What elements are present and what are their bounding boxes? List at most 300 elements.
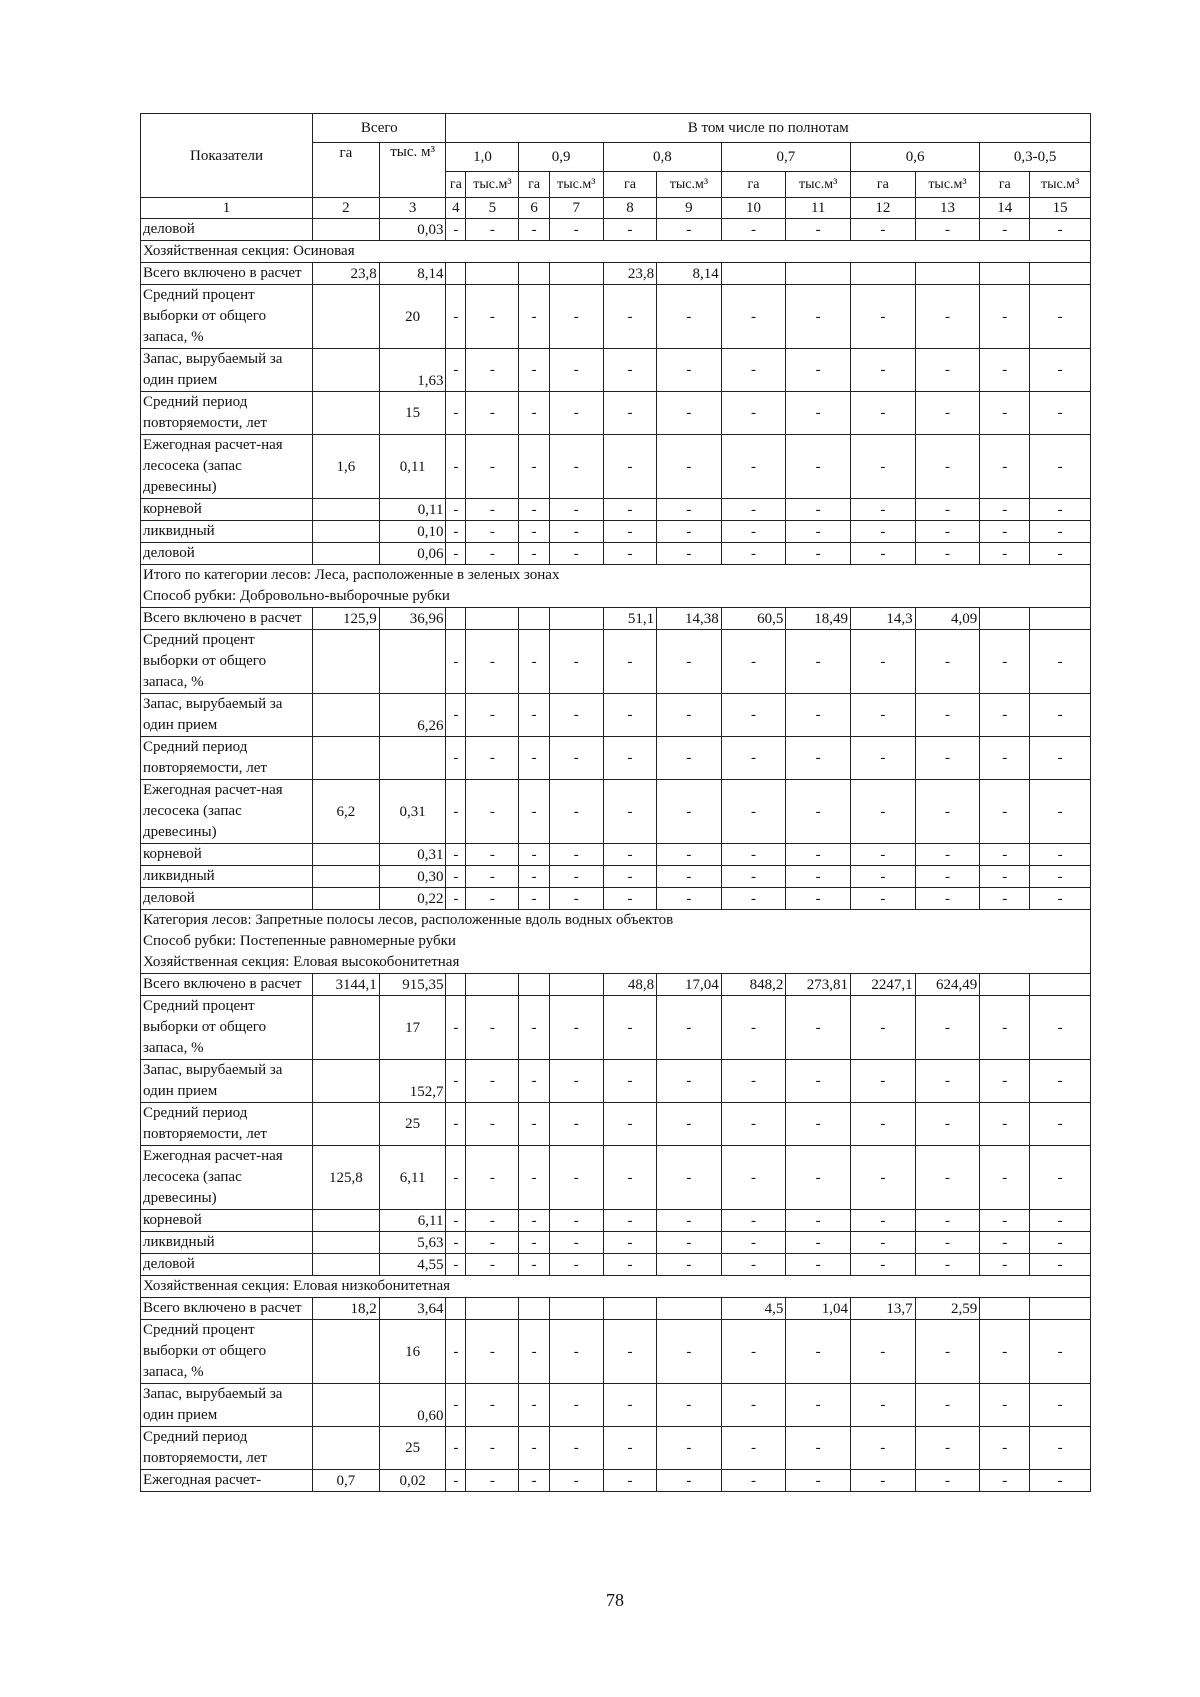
cell-total-m3: 0,60 xyxy=(379,1384,446,1427)
cell-value: - xyxy=(786,1103,851,1146)
cell-value: - xyxy=(721,543,786,565)
cell-value: - xyxy=(519,1320,549,1384)
cell-value: - xyxy=(466,1427,519,1470)
table-row xyxy=(141,1103,1091,1146)
table-row xyxy=(141,844,1091,866)
cell-value: - xyxy=(549,630,603,694)
cell-value xyxy=(980,608,1030,630)
cell-value: - xyxy=(851,844,916,866)
cell-value: - xyxy=(519,349,549,392)
cell-value: - xyxy=(721,996,786,1060)
cell-value: - xyxy=(915,844,980,866)
cell-total-ha xyxy=(313,392,380,435)
cell-total-m3: 0,31 xyxy=(379,780,446,844)
cell-value: - xyxy=(657,780,722,844)
cell-value: - xyxy=(446,694,466,737)
header-unit-m3: тыс.м³ xyxy=(549,172,603,198)
cell-value: 17,04 xyxy=(657,974,722,996)
forest-harvest-table xyxy=(140,113,1091,1492)
cell-total-ha xyxy=(313,1384,380,1427)
cell-total-m3: 0,11 xyxy=(379,499,446,521)
header-unit-ha: га xyxy=(721,172,786,198)
cell-value xyxy=(466,974,519,996)
cell-value: - xyxy=(786,866,851,888)
cell-value: - xyxy=(519,866,549,888)
cell-value: - xyxy=(446,1470,466,1492)
cell-value: - xyxy=(786,435,851,499)
row-label: Ежегодная расчет-ная лесосека (запас древесины) xyxy=(141,780,313,844)
cell-value: - xyxy=(657,694,722,737)
cell-value: - xyxy=(721,630,786,694)
cell-value: - xyxy=(466,780,519,844)
cell-value: - xyxy=(519,1103,549,1146)
cell-value: - xyxy=(851,1210,916,1232)
cell-value: - xyxy=(657,285,722,349)
cell-value: - xyxy=(1030,694,1091,737)
row-label: деловой xyxy=(141,1254,313,1276)
cell-value: - xyxy=(657,1470,722,1492)
table-row xyxy=(141,780,1091,844)
cell-value: - xyxy=(851,1060,916,1103)
cell-value: - xyxy=(519,630,549,694)
header-total: Всего xyxy=(313,114,446,143)
cell-value: - xyxy=(549,1254,603,1276)
cell-value: 273,81 xyxy=(786,974,851,996)
cell-value: - xyxy=(851,996,916,1060)
cell-value: - xyxy=(1030,1320,1091,1384)
cell-value: - xyxy=(1030,844,1091,866)
cell-value: - xyxy=(519,996,549,1060)
cell-value: - xyxy=(721,1427,786,1470)
cell-value: - xyxy=(657,888,722,910)
cell-value: - xyxy=(721,1103,786,1146)
table-row xyxy=(141,1298,1091,1320)
cell-value xyxy=(1030,608,1091,630)
cell-value: - xyxy=(603,1060,656,1103)
cell-value: - xyxy=(549,1146,603,1210)
cell-value: - xyxy=(603,1254,656,1276)
cell-total-m3: 1,63 xyxy=(379,349,446,392)
cell-value: - xyxy=(466,694,519,737)
cell-value xyxy=(1030,974,1091,996)
header-unit-ha: га xyxy=(446,172,466,198)
cell-total-ha xyxy=(313,866,380,888)
cell-total-m3 xyxy=(379,737,446,780)
section-row xyxy=(141,565,1091,608)
cell-value: - xyxy=(786,694,851,737)
cell-value: - xyxy=(519,219,549,241)
cell-value: - xyxy=(786,1146,851,1210)
cell-value: - xyxy=(915,349,980,392)
header-unit-m3: тыс.м³ xyxy=(915,172,980,198)
cell-value: - xyxy=(980,1384,1030,1427)
section-row xyxy=(141,910,1091,974)
table-row xyxy=(141,974,1091,996)
cell-value: - xyxy=(1030,1103,1091,1146)
cell-value: - xyxy=(657,521,722,543)
cell-total-ha xyxy=(313,1254,380,1276)
cell-total-ha xyxy=(313,630,380,694)
cell-value: - xyxy=(851,349,916,392)
cell-total-m3: 25 xyxy=(379,1103,446,1146)
cell-value: - xyxy=(466,888,519,910)
cell-value: - xyxy=(915,1232,980,1254)
cell-value: - xyxy=(786,521,851,543)
cell-value: - xyxy=(851,780,916,844)
cell-value: - xyxy=(980,219,1030,241)
cell-value: - xyxy=(851,737,916,780)
cell-value: 23,8 xyxy=(603,263,656,285)
header-unit-ha: га xyxy=(519,172,549,198)
row-label: деловой xyxy=(141,543,313,565)
cell-value: - xyxy=(915,866,980,888)
cell-value: - xyxy=(603,866,656,888)
cell-value: - xyxy=(851,392,916,435)
row-label: Ежегодная расчет- xyxy=(141,1470,313,1492)
cell-value: - xyxy=(519,1254,549,1276)
cell-total-m3: 0,30 xyxy=(379,866,446,888)
table-row xyxy=(141,435,1091,499)
cell-value: - xyxy=(519,1427,549,1470)
section-title xyxy=(141,241,1091,263)
header-unit-ha: га xyxy=(851,172,916,198)
cell-value: - xyxy=(1030,1060,1091,1103)
cell-value: - xyxy=(786,996,851,1060)
cell-value: 60,5 xyxy=(721,608,786,630)
cell-value: - xyxy=(549,1384,603,1427)
cell-value: - xyxy=(1030,543,1091,565)
cell-value: - xyxy=(466,1254,519,1276)
cell-value: - xyxy=(786,392,851,435)
section-title xyxy=(141,910,1091,974)
section-line: Хозяйственная секция: Еловая высокобонитетная xyxy=(143,954,460,970)
cell-value: - xyxy=(1030,1254,1091,1276)
table-row xyxy=(141,737,1091,780)
cell-value: - xyxy=(446,780,466,844)
cell-value: - xyxy=(851,1232,916,1254)
cell-value: - xyxy=(1030,1384,1091,1427)
cell-value: - xyxy=(657,1232,722,1254)
cell-value: - xyxy=(851,1470,916,1492)
cell-value: - xyxy=(519,1146,549,1210)
cell-value: - xyxy=(446,543,466,565)
cell-value: - xyxy=(980,694,1030,737)
cell-value: - xyxy=(721,1254,786,1276)
table-row xyxy=(141,392,1091,435)
cell-value: - xyxy=(603,285,656,349)
cell-total-m3: 25 xyxy=(379,1427,446,1470)
table-row xyxy=(141,996,1091,1060)
cell-value: - xyxy=(466,630,519,694)
cell-total-ha: 1,6 xyxy=(313,435,380,499)
cell-value: - xyxy=(549,694,603,737)
cell-value: - xyxy=(915,780,980,844)
cell-value: - xyxy=(980,1470,1030,1492)
row-label: Всего включено в расчет xyxy=(141,1298,313,1320)
cell-value: - xyxy=(519,1232,549,1254)
header-total-ha: га xyxy=(313,143,380,198)
cell-value: - xyxy=(721,435,786,499)
cell-value: - xyxy=(519,780,549,844)
cell-total-ha xyxy=(313,1232,380,1254)
cell-value: - xyxy=(549,543,603,565)
cell-total-m3: 915,35 xyxy=(379,974,446,996)
cell-total-ha xyxy=(313,521,380,543)
cell-value: - xyxy=(657,1103,722,1146)
column-number: 13 xyxy=(915,198,980,219)
row-label: деловой xyxy=(141,888,313,910)
header-density-2: 0,9 xyxy=(519,143,603,172)
cell-value: - xyxy=(721,1470,786,1492)
cell-value: - xyxy=(786,1060,851,1103)
cell-value: - xyxy=(466,996,519,1060)
cell-value xyxy=(446,974,466,996)
cell-value: 4,5 xyxy=(721,1298,786,1320)
cell-value: - xyxy=(721,1320,786,1384)
cell-total-m3: 0,03 xyxy=(379,219,446,241)
cell-value: - xyxy=(1030,1427,1091,1470)
cell-value: 18,49 xyxy=(786,608,851,630)
cell-value: - xyxy=(980,737,1030,780)
table-row xyxy=(141,888,1091,910)
cell-total-m3: 36,96 xyxy=(379,608,446,630)
table-row xyxy=(141,263,1091,285)
cell-value: - xyxy=(603,349,656,392)
cell-value: - xyxy=(446,499,466,521)
row-label: Средний период повторяемости, лет xyxy=(141,1427,313,1470)
row-label: Средний процент выборки от общего запаса, % xyxy=(141,996,313,1060)
cell-value: - xyxy=(446,737,466,780)
cell-value: - xyxy=(657,996,722,1060)
cell-value: - xyxy=(915,1103,980,1146)
cell-value xyxy=(519,263,549,285)
row-label: ликвидный xyxy=(141,1232,313,1254)
cell-value: 624,49 xyxy=(915,974,980,996)
cell-value: - xyxy=(603,1103,656,1146)
cell-value: - xyxy=(519,737,549,780)
row-label: корневой xyxy=(141,499,313,521)
section-title xyxy=(141,1276,1091,1298)
cell-value: - xyxy=(549,996,603,1060)
row-label: Средний процент выборки от общего запаса, % xyxy=(141,1320,313,1384)
row-label: корневой xyxy=(141,1210,313,1232)
cell-value: - xyxy=(519,1060,549,1103)
cell-total-ha xyxy=(313,737,380,780)
row-label: Ежегодная расчет-ная лесосека (запас древесины) xyxy=(141,1146,313,1210)
cell-value: - xyxy=(657,1254,722,1276)
cell-total-ha: 125,9 xyxy=(313,608,380,630)
cell-value: - xyxy=(915,1060,980,1103)
cell-value: - xyxy=(851,435,916,499)
cell-value xyxy=(519,974,549,996)
cell-value: - xyxy=(446,1146,466,1210)
cell-value: - xyxy=(786,1320,851,1384)
cell-value: - xyxy=(721,1384,786,1427)
cell-value xyxy=(519,1298,549,1320)
cell-value: - xyxy=(851,521,916,543)
cell-value: - xyxy=(519,435,549,499)
cell-value: - xyxy=(603,1384,656,1427)
cell-total-ha xyxy=(313,996,380,1060)
cell-value xyxy=(980,263,1030,285)
header-density-6: 0,3-0,5 xyxy=(980,143,1091,172)
column-number: 2 xyxy=(313,198,380,219)
cell-value: - xyxy=(786,285,851,349)
cell-value xyxy=(915,263,980,285)
cell-value: - xyxy=(1030,1146,1091,1210)
cell-value: - xyxy=(786,1254,851,1276)
column-number: 1 xyxy=(141,198,313,219)
cell-value: - xyxy=(657,1384,722,1427)
column-number: 12 xyxy=(851,198,916,219)
cell-total-ha xyxy=(313,285,380,349)
cell-value xyxy=(549,1298,603,1320)
table-row xyxy=(141,1254,1091,1276)
cell-value: - xyxy=(721,694,786,737)
cell-value: - xyxy=(786,737,851,780)
header-unit-m3: тыс.м³ xyxy=(1030,172,1091,198)
cell-total-m3: 16 xyxy=(379,1320,446,1384)
cell-value: - xyxy=(549,285,603,349)
cell-value: - xyxy=(519,694,549,737)
cell-total-ha xyxy=(313,694,380,737)
cell-value: - xyxy=(1030,349,1091,392)
cell-total-ha: 125,8 xyxy=(313,1146,380,1210)
cell-total-ha xyxy=(313,1103,380,1146)
cell-value: - xyxy=(915,1320,980,1384)
row-label: Средний процент выборки от общего запаса, % xyxy=(141,285,313,349)
cell-value: - xyxy=(980,349,1030,392)
cell-value: 1,04 xyxy=(786,1298,851,1320)
cell-value: - xyxy=(603,1427,656,1470)
cell-value: - xyxy=(549,1427,603,1470)
cell-value xyxy=(446,608,466,630)
cell-value: - xyxy=(851,694,916,737)
table-row xyxy=(141,1210,1091,1232)
cell-value: - xyxy=(1030,737,1091,780)
cell-value: - xyxy=(466,844,519,866)
cell-total-m3: 6,11 xyxy=(379,1210,446,1232)
cell-total-ha xyxy=(313,349,380,392)
cell-value: - xyxy=(549,1103,603,1146)
cell-value: - xyxy=(915,694,980,737)
cell-value: - xyxy=(721,1146,786,1210)
cell-value: - xyxy=(549,866,603,888)
cell-value: - xyxy=(915,1146,980,1210)
cell-value: - xyxy=(657,219,722,241)
cell-value: - xyxy=(915,1210,980,1232)
row-label: Всего включено в расчет xyxy=(141,974,313,996)
header-density-4: 0,7 xyxy=(721,143,850,172)
cell-value: - xyxy=(549,844,603,866)
cell-value: - xyxy=(786,1232,851,1254)
cell-value: 14,38 xyxy=(657,608,722,630)
cell-value: - xyxy=(980,1254,1030,1276)
cell-value: - xyxy=(466,1060,519,1103)
table-row xyxy=(141,543,1091,565)
cell-value: - xyxy=(603,888,656,910)
cell-value: - xyxy=(915,996,980,1060)
cell-value: - xyxy=(446,219,466,241)
cell-value: - xyxy=(603,1232,656,1254)
cell-value: - xyxy=(657,844,722,866)
cell-value: - xyxy=(851,1427,916,1470)
cell-value: - xyxy=(1030,435,1091,499)
section-line: Способ рубки: Постепенные равномерные рубки xyxy=(143,933,456,949)
cell-value: - xyxy=(1030,996,1091,1060)
cell-value: - xyxy=(657,349,722,392)
cell-value: - xyxy=(657,1060,722,1103)
cell-value xyxy=(549,974,603,996)
cell-total-m3: 0,11 xyxy=(379,435,446,499)
cell-value: - xyxy=(786,219,851,241)
cell-value: - xyxy=(603,694,656,737)
cell-value: - xyxy=(980,844,1030,866)
header-by-density: В том числе по полнотам xyxy=(446,114,1091,143)
cell-value xyxy=(519,608,549,630)
header-unit-ha: га xyxy=(603,172,656,198)
cell-value xyxy=(980,974,1030,996)
cell-value: - xyxy=(980,1320,1030,1384)
cell-total-ha xyxy=(313,219,380,241)
cell-value: - xyxy=(1030,1232,1091,1254)
cell-value: - xyxy=(603,435,656,499)
row-label: Всего включено в расчет xyxy=(141,608,313,630)
header-unit-ha: га xyxy=(980,172,1030,198)
cell-value: - xyxy=(915,630,980,694)
cell-value: - xyxy=(980,996,1030,1060)
cell-value: - xyxy=(721,521,786,543)
row-label: Средний период повторяемости, лет xyxy=(141,392,313,435)
cell-value: - xyxy=(446,435,466,499)
cell-total-m3: 152,7 xyxy=(379,1060,446,1103)
cell-total-ha xyxy=(313,1060,380,1103)
cell-value: - xyxy=(980,866,1030,888)
table-row xyxy=(141,219,1091,241)
header-density-3: 0,8 xyxy=(603,143,721,172)
cell-value: - xyxy=(1030,392,1091,435)
cell-value: - xyxy=(980,1210,1030,1232)
cell-total-m3: 8,14 xyxy=(379,263,446,285)
cell-value: - xyxy=(446,1384,466,1427)
cell-value: - xyxy=(519,1470,549,1492)
cell-value: - xyxy=(446,285,466,349)
cell-value: - xyxy=(980,1232,1030,1254)
cell-value: - xyxy=(786,543,851,565)
cell-total-ha xyxy=(313,499,380,521)
cell-total-ha xyxy=(313,1427,380,1470)
cell-value: - xyxy=(519,285,549,349)
cell-value: - xyxy=(466,349,519,392)
cell-value: - xyxy=(446,349,466,392)
cell-value xyxy=(980,1298,1030,1320)
cell-value: - xyxy=(1030,219,1091,241)
cell-value xyxy=(466,1298,519,1320)
cell-value: - xyxy=(786,888,851,910)
cell-total-m3: 5,63 xyxy=(379,1232,446,1254)
cell-value: - xyxy=(657,630,722,694)
cell-value xyxy=(446,1298,466,1320)
cell-value: - xyxy=(980,1427,1030,1470)
cell-total-ha xyxy=(313,844,380,866)
row-label: Ежегодная расчет-ная лесосека (запас древесины) xyxy=(141,435,313,499)
cell-value: - xyxy=(915,499,980,521)
cell-total-m3: 0,10 xyxy=(379,521,446,543)
cell-value: - xyxy=(980,780,1030,844)
cell-value: - xyxy=(446,1427,466,1470)
cell-value: - xyxy=(915,435,980,499)
section-line: Хозяйственная секция: Осиновая xyxy=(143,243,355,259)
